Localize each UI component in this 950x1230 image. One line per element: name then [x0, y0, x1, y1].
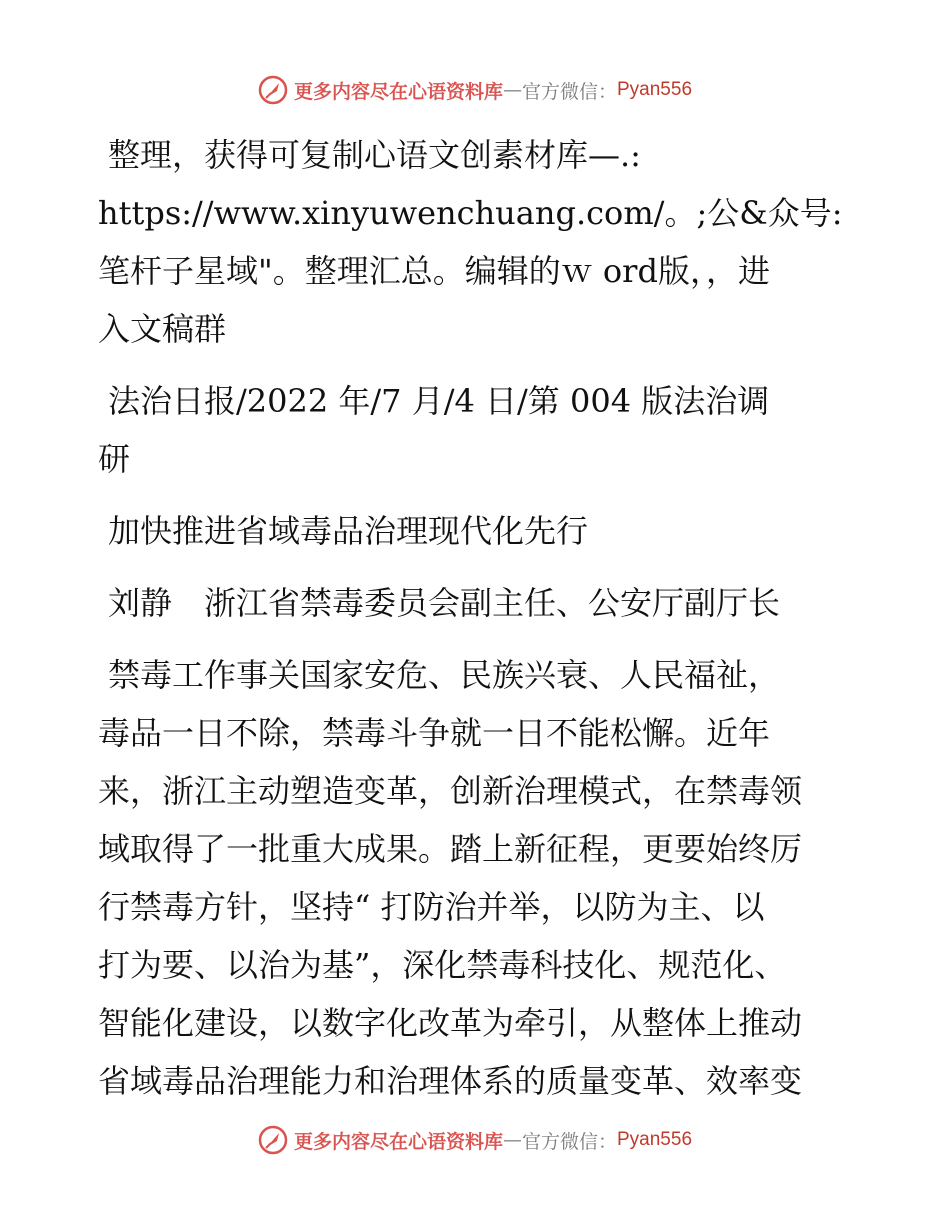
watermark-brand: 更多内容尽在心语资料库: [293, 1130, 503, 1153]
text-line: 域取得了一批重大成果。踏上新征程，更要始终厉: [98, 830, 803, 868]
watermark-wechat-id: Pyan556: [617, 1129, 693, 1150]
watermark-wechat-id: Pyan556: [617, 79, 693, 100]
text-line: 整理，获得可复制心语文创素材库—.:: [108, 136, 641, 174]
watermark-official: 官方微信：: [521, 80, 617, 103]
text-line: 禁毒工作事关国家安危、民族兴衰、人民福祉，: [108, 656, 781, 694]
text-line: 省域毒品治理能力和治理体系的质量变革、效率变: [98, 1062, 803, 1100]
text-line: https://www.xinyuwenchuang.com/。;公&众号:: [98, 194, 843, 232]
watermark-brand: 更多内容尽在心语资料库: [293, 80, 503, 103]
watermark-dash: —: [502, 79, 522, 101]
watermark-dash: —: [502, 1129, 522, 1151]
text-line: 行禁毒方针，坚持“ 打防治并举，以防为主、以: [98, 888, 765, 926]
text-line: 来，浙江主动塑造变革，创新治理模式，在禁毒领: [98, 772, 803, 810]
header-watermark: [0, 70, 950, 110]
text-line: 研: [98, 440, 131, 478]
text-line: 毒品一日不除，禁毒斗争就一日不能松懈。近年: [98, 714, 771, 752]
text-line: 入文稿群: [98, 310, 227, 348]
article-title: [98, 502, 858, 560]
paragraph-body: [98, 646, 858, 1110]
text-line: 打为要、以治为基”，深化禁毒科技化、规范化、: [98, 946, 787, 984]
feather-quill-icon: [258, 75, 288, 105]
text-line: 法治日报/2022 年/7 月/4 日/第 004 版法治调: [108, 382, 770, 420]
document-body: [98, 126, 858, 1124]
paragraph-source: [98, 372, 858, 488]
article-author: [98, 574, 858, 632]
text-line: 笔杆子星域"。整理汇总。编辑的ｗ ord版，，进: [98, 252, 770, 290]
text-line: 刘静 浙江省禁毒委员会副主任、公安厅副厅长: [108, 584, 781, 622]
feather-quill-icon: [258, 1125, 288, 1155]
text-line: 智能化建设，以数字化改革为牵引，从整体上推动: [98, 1004, 803, 1042]
watermark-official: 官方微信：: [521, 1130, 617, 1153]
footer-watermark: [0, 1120, 950, 1160]
paragraph-intro: [98, 126, 858, 358]
text-line: 加快推进省域毒品治理现代化先行: [108, 512, 589, 550]
